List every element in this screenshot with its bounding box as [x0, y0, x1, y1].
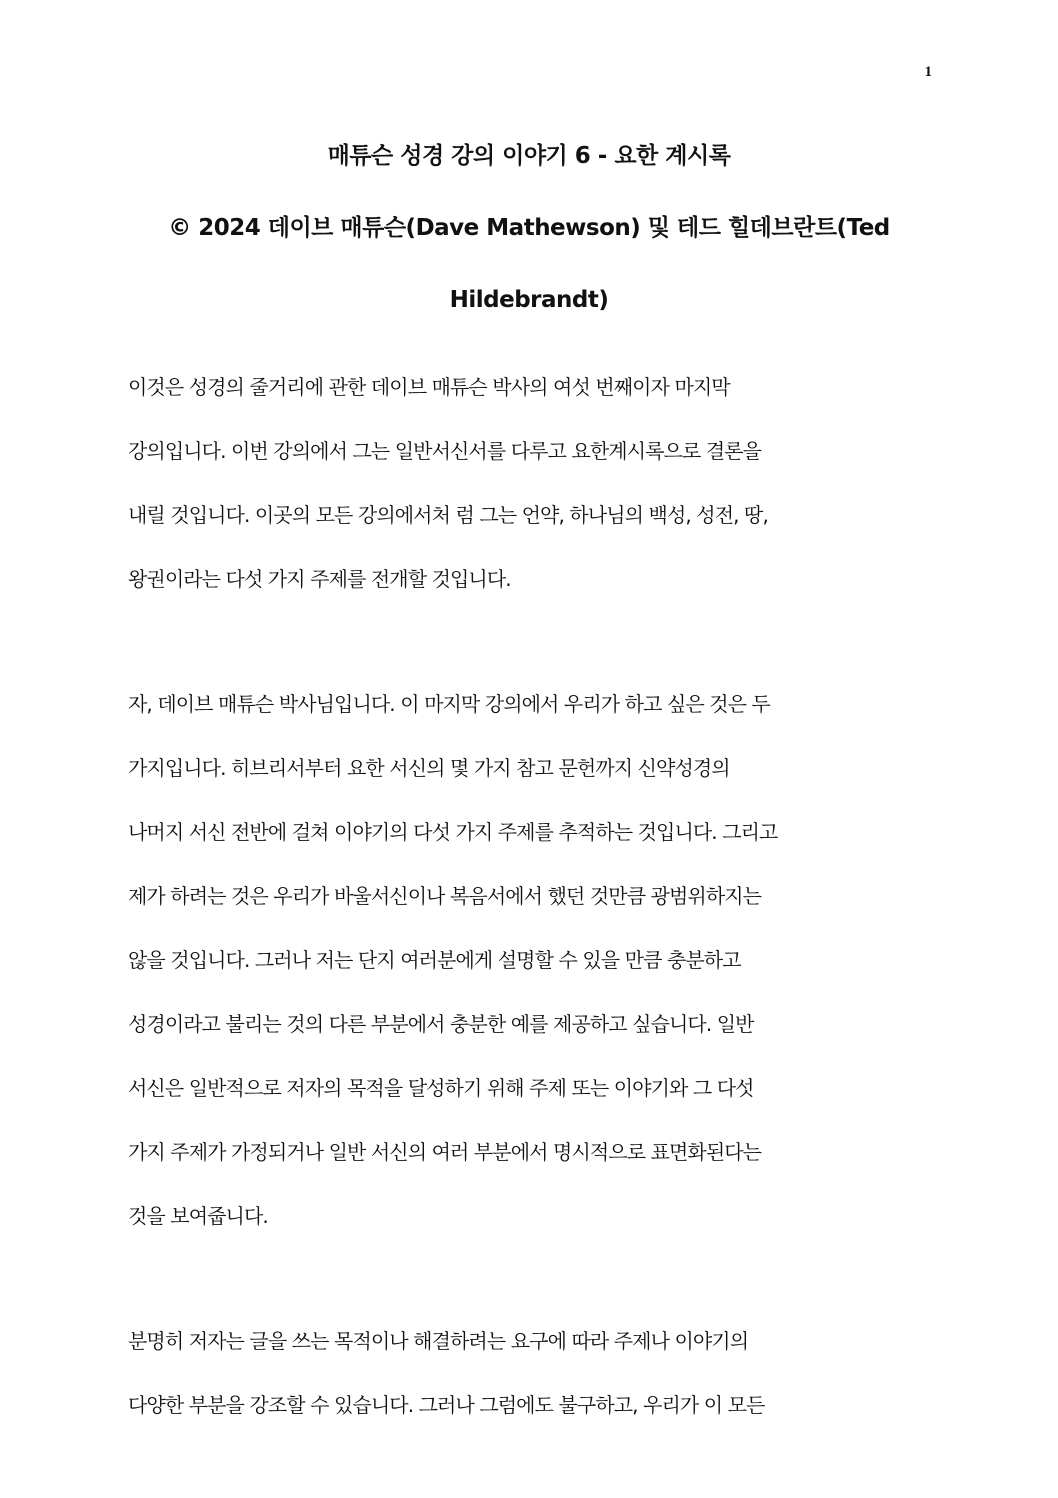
text-line: 가지 주제가 가정되거나 일반 서신의 여러 부분에서 명시적으로 표면화된다는: [128, 1140, 762, 1164]
text-line: 것을 보여줍니다.: [128, 1204, 268, 1228]
text-line: 내릴 것입니다. 이곳의 모든 강의에서처 럼 그는 언약, 하나님의 백성, 성전, 땅,: [128, 503, 768, 527]
title-line: Hildebrandt): [449, 287, 609, 313]
text-line: 않을 것입니다. 그러나 저는 단지 여러분에게 설명할 수 있을 만큼 충분하고: [128, 948, 741, 972]
text-line: 서신은 일반적으로 저자의 목적을 달성하기 위해 주제 또는 이야기와 그 다섯: [128, 1076, 754, 1100]
text-line: 성경이라고 불리는 것의 다른 부분에서 충분한 예를 제공하고 싶습니다. 일반: [128, 1012, 754, 1036]
text-line: 강의입니다. 이번 강의에서 그는 일반서신서를 다루고 요한계시록으로 결론을: [128, 439, 762, 463]
text-line: 분명히 저자는 글을 쓰는 목적이나 해결하려는 요구에 따라 주제나 이야기의: [128, 1329, 749, 1353]
text-line: 다양한 부분을 강조할 수 있습니다. 그러나 그럼에도 불구하고, 우리가 이 모든: [128, 1393, 765, 1417]
text-line: 왕권이라는 다섯 가지 주제를 전개할 것입니다.: [128, 567, 511, 591]
text-line: 제가 하려는 것은 우리가 바울서신이나 복음서에서 했던 것만큼 광범위하지는: [128, 884, 762, 908]
document-title: [110, 128, 948, 344]
paragraph-lecture-opening: [128, 672, 948, 1248]
title-line: 매튜슨 성경 강의 이야기 6 - 요한 계시록: [327, 143, 731, 169]
text-line: 나머지 서신 전반에 걸쳐 이야기의 다섯 가지 주제를 추적하는 것입니다. 그리고: [128, 820, 778, 844]
text-line: 가지입니다. 히브리서부터 요한 서신의 몇 가지 참고 문헌까지 신약성경의: [128, 756, 730, 780]
text-line: 자, 데이브 매튜슨 박사님입니다. 이 마지막 강의에서 우리가 하고 싶은 것은 두: [128, 692, 770, 716]
document-body: [128, 355, 948, 1498]
paragraph-author-emphasis: [128, 1309, 948, 1437]
paragraph-intro: [128, 355, 948, 611]
title-line: © 2024 데이브 매튜슨(Dave Mathewson) 및 테드 힐데브란트(Ted: [168, 215, 890, 241]
text-line: 이것은 성경의 줄거리에 관한 데이브 매튜슨 박사의 여섯 번째이자 마지막: [128, 375, 730, 399]
page-number: 1: [924, 64, 932, 80]
